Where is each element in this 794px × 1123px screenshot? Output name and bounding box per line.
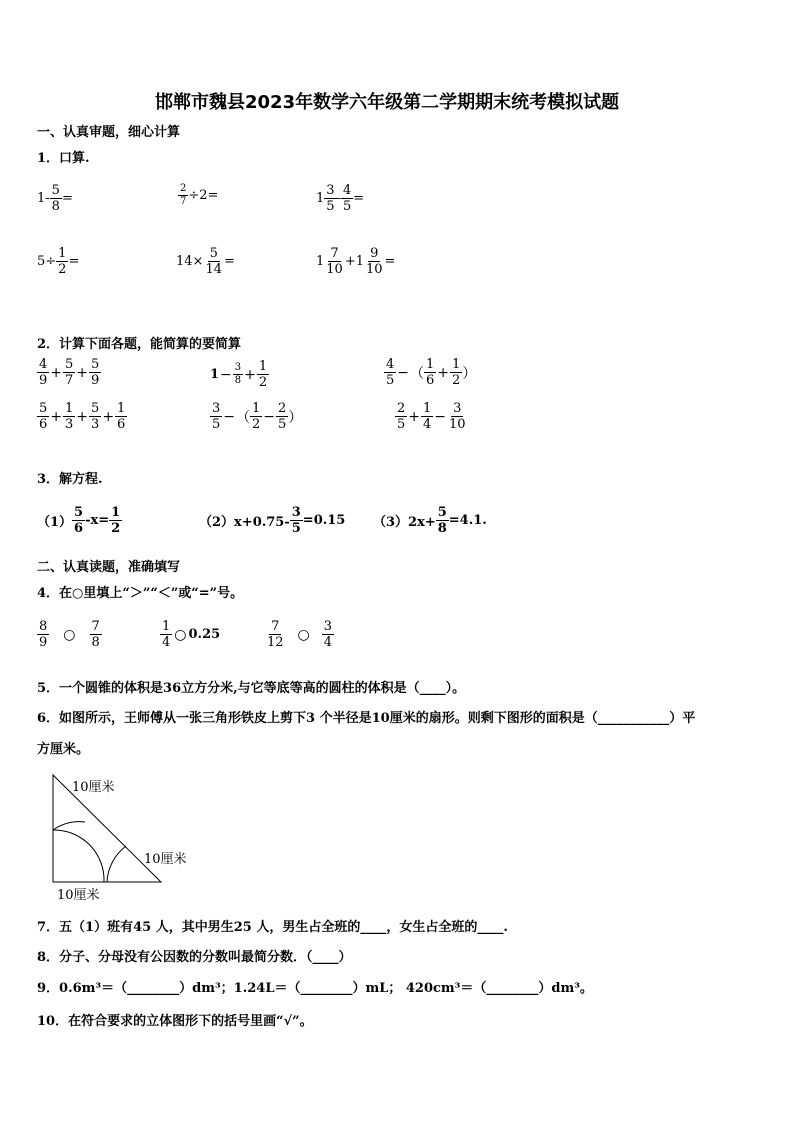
fraction xyxy=(257,359,269,390)
right-paren: ） xyxy=(288,409,303,426)
q4-compare-2 xyxy=(160,619,220,650)
denominator: 6 xyxy=(426,373,435,388)
fraction xyxy=(364,246,385,277)
question-3-label: 3．解方程. xyxy=(37,472,103,487)
fraction xyxy=(63,401,75,432)
fraction xyxy=(436,505,449,536)
minus-sign: − xyxy=(263,408,276,425)
fraction xyxy=(395,401,407,432)
q1-item-6 xyxy=(316,246,395,277)
denominator: 9 xyxy=(39,635,48,650)
numerator: 5 xyxy=(74,505,84,520)
denominator: 2 xyxy=(58,262,67,277)
question-9: 9．0.6m³＝（________）dm³；1.24L＝（________）mL； 420cm³＝（________）dm³。 xyxy=(37,981,593,996)
q1-item-3-operator: - xyxy=(336,191,341,206)
fraction xyxy=(324,246,345,277)
numerator: 3 xyxy=(323,619,333,634)
equation-1-middle: -x= xyxy=(85,513,110,528)
numerator: 1 xyxy=(65,401,74,416)
q1-item-6-suffix: = xyxy=(384,254,396,269)
numerator: 1 xyxy=(111,505,121,520)
q1-item-4 xyxy=(37,246,79,277)
question-6-line-1: 6．如图所示，王师傅从一张三角形铁皮上剪下3 个半径是10厘米的扇形。则剩下图形的面积是（___________）平 xyxy=(37,711,696,726)
plus-sign: + xyxy=(76,364,89,381)
q1-item-1-suffix: = xyxy=(61,191,73,206)
minus-sign: − xyxy=(220,366,232,383)
denominator: 3 xyxy=(65,417,74,432)
q1-item-5 xyxy=(176,246,235,277)
numerator: 2 xyxy=(278,401,287,416)
question-4-label: 4．在○里填上“＞”“＜”或“=”号。 xyxy=(37,586,244,601)
plus-sign: + xyxy=(50,408,63,425)
fraction xyxy=(63,357,75,388)
numerator: 7 xyxy=(271,619,280,634)
numerator: 2 xyxy=(397,401,406,416)
numerator: 4 xyxy=(342,183,352,198)
sector-arc-right xyxy=(107,846,126,882)
sector-arc-left xyxy=(53,830,104,882)
numerator: 1 xyxy=(117,401,126,416)
fraction xyxy=(160,619,172,650)
page-title: 邯郸市魏县2023年数学六年级第二学期期末统考模拟试题 xyxy=(155,92,620,113)
numerator: 7 xyxy=(330,246,339,261)
plus-sign: + xyxy=(50,364,63,381)
fraction xyxy=(384,357,396,388)
denominator: 5 xyxy=(326,199,335,214)
fraction xyxy=(203,246,224,277)
denominator: 8 xyxy=(51,199,60,214)
plus-sign: + xyxy=(437,364,450,381)
numerator: 5 xyxy=(91,401,100,416)
numerator: 1 xyxy=(252,401,261,416)
question-1-label: 1．口算. xyxy=(37,151,90,166)
equation-2-suffix: =0.15 xyxy=(302,513,346,528)
numerator: 1 xyxy=(426,357,435,372)
compare-circle[interactable]: ○ xyxy=(174,626,187,643)
denominator: 8 xyxy=(437,521,447,536)
numerator: 3 xyxy=(234,362,242,373)
numerator: 8 xyxy=(39,619,48,634)
fraction xyxy=(450,357,462,388)
denominator: 2 xyxy=(252,417,261,432)
denominator: 5 xyxy=(291,521,301,536)
q1-item-6-operator: +1 xyxy=(344,254,364,269)
q2-expr-3 xyxy=(384,357,476,388)
denominator: 2 xyxy=(258,375,268,390)
fraction xyxy=(37,619,49,650)
left-paren: （ xyxy=(236,409,251,426)
numerator: 3 xyxy=(291,505,301,520)
fraction xyxy=(178,183,188,208)
numerator: 7 xyxy=(91,619,100,634)
q3-equation-1 xyxy=(37,505,122,536)
denominator: 6 xyxy=(117,417,126,432)
q1-item-2 xyxy=(178,183,218,208)
triangle-figure xyxy=(40,770,210,902)
fraction xyxy=(37,401,49,432)
denominator: 8 xyxy=(91,635,100,650)
question-10: 10．在符合要求的立体图形下的括号里画“√”。 xyxy=(37,1014,313,1029)
q1-item-1-prefix: 1- xyxy=(37,191,50,206)
denominator: 6 xyxy=(39,417,48,432)
q2-expr-6 xyxy=(395,401,468,432)
q3-equation-2 xyxy=(199,505,345,536)
q2-expr-1 xyxy=(37,357,101,388)
numerator: 3 xyxy=(453,401,462,416)
sector-arc-top xyxy=(53,822,85,830)
numerator: 9 xyxy=(370,246,379,261)
numerator: 4 xyxy=(39,357,48,372)
denominator: 3 xyxy=(91,417,100,432)
figure-label-right: 10厘米 xyxy=(144,852,187,867)
equation-3-prefix: （3）2x+ xyxy=(373,515,436,530)
number-one: 1 xyxy=(210,367,220,382)
q1-item-3-suffix: = xyxy=(353,191,365,206)
q2-expr-4 xyxy=(37,401,127,432)
denominator: 5 xyxy=(397,417,406,432)
q1-item-1 xyxy=(37,183,73,214)
fraction xyxy=(115,401,127,432)
q1-item-2-suffix: ÷2= xyxy=(188,188,219,203)
fraction xyxy=(265,619,286,650)
right-paren: ） xyxy=(462,365,477,382)
numerator: 5 xyxy=(437,505,447,520)
fraction xyxy=(210,401,222,432)
q1-item-4-suffix: = xyxy=(68,254,80,269)
denominator: 5 xyxy=(212,417,221,432)
q1-item-5-suffix: = xyxy=(223,254,235,269)
plus-sign: + xyxy=(408,408,421,425)
fraction xyxy=(72,505,85,536)
plus-sign: + xyxy=(76,408,89,425)
fraction xyxy=(322,619,334,650)
denominator: 5 xyxy=(342,199,352,214)
question-2-label: 2．计算下面各题，能简算的要简算 xyxy=(37,337,242,352)
figure-label-top: 10厘米 xyxy=(72,780,115,795)
denominator: 12 xyxy=(267,635,284,650)
section-heading-2: 二、认真读题，准确填写 xyxy=(37,560,181,575)
question-5: 5．一个圆锥的体积是36立方分米,与它等底等高的圆柱的体积是（____）。 xyxy=(37,681,466,696)
q2-expr-5 xyxy=(210,401,302,432)
denominator: 2 xyxy=(452,373,461,388)
fraction xyxy=(233,362,243,387)
denominator: 10 xyxy=(449,417,466,432)
compare-value: 0.25 xyxy=(188,627,221,642)
q1-item-3 xyxy=(316,183,364,214)
denominator: 8 xyxy=(234,375,242,386)
fraction xyxy=(50,183,62,214)
q1-item-6-prefix: 1 xyxy=(316,254,325,269)
left-paren: （ xyxy=(410,365,425,382)
denominator: 14 xyxy=(205,262,222,277)
equation-1-prefix: （1） xyxy=(37,515,73,530)
denominator: 9 xyxy=(39,373,48,388)
numerator: 1 xyxy=(452,357,461,372)
numerator: 2 xyxy=(180,183,187,194)
denominator: 9 xyxy=(91,373,100,388)
fraction xyxy=(90,619,102,650)
denominator: 5 xyxy=(386,373,395,388)
numerator: 3 xyxy=(326,183,335,198)
denominator: 2 xyxy=(111,521,121,536)
fraction xyxy=(89,401,101,432)
numerator: 1 xyxy=(258,359,268,374)
q3-equation-3 xyxy=(373,505,487,536)
q2-expr-2 xyxy=(210,359,269,390)
fraction xyxy=(276,401,288,432)
equation-3-suffix: =4.1. xyxy=(448,513,487,528)
denominator: 5 xyxy=(278,417,287,432)
minus-sign: − xyxy=(223,408,236,425)
denominator: 7 xyxy=(65,373,74,388)
fraction xyxy=(424,357,436,388)
minus-sign: − xyxy=(434,408,447,425)
figure-label-bottom: 10厘米 xyxy=(57,888,100,903)
fraction xyxy=(56,246,68,277)
question-8: 8．分子、分母没有公因数的分数叫最简分数．（____） xyxy=(37,950,352,965)
plus-sign: + xyxy=(244,366,256,383)
fraction xyxy=(447,401,468,432)
denominator: 7 xyxy=(180,196,187,207)
numerator: 5 xyxy=(209,246,218,261)
numerator: 1 xyxy=(162,619,171,634)
denominator: 6 xyxy=(74,521,84,536)
denominator: 4 xyxy=(323,635,333,650)
compare-circle[interactable]: ○ xyxy=(63,626,76,643)
denominator: 10 xyxy=(366,262,383,277)
section-heading-1: 一、认真审题，细心计算 xyxy=(37,125,181,140)
q1-item-4-prefix: 5÷ xyxy=(37,254,57,269)
plus-sign: + xyxy=(102,408,115,425)
q1-item-5-prefix: 14× xyxy=(176,254,204,269)
numerator: 5 xyxy=(65,357,74,372)
compare-circle[interactable]: ○ xyxy=(297,626,310,643)
q1-item-3-prefix: 1 xyxy=(316,191,325,206)
q4-compare-3 xyxy=(265,619,334,650)
numerator: 4 xyxy=(386,357,395,372)
numerator: 1 xyxy=(58,246,67,261)
denominator: 10 xyxy=(326,262,343,277)
fraction xyxy=(109,505,122,536)
fraction xyxy=(421,401,433,432)
numerator: 5 xyxy=(39,401,48,416)
minus-sign: − xyxy=(397,364,410,381)
fraction xyxy=(89,357,101,388)
numerator: 3 xyxy=(212,401,221,416)
fraction xyxy=(290,505,303,536)
fraction xyxy=(341,183,353,214)
fraction xyxy=(37,357,49,388)
denominator: 4 xyxy=(162,635,171,650)
question-7: 7．五（1）班有45 人，其中男生25 人，男生占全班的____，女生占全班的____. xyxy=(37,920,508,935)
q4-compare-1 xyxy=(37,619,102,650)
numerator: 1 xyxy=(423,401,432,416)
fraction xyxy=(324,183,336,214)
equation-2-prefix: （2）x+0.75- xyxy=(199,515,290,530)
numerator: 5 xyxy=(51,183,60,198)
numerator: 5 xyxy=(91,357,100,372)
question-6-line-2: 方厘米。 xyxy=(37,742,90,757)
fraction xyxy=(250,401,262,432)
denominator: 4 xyxy=(423,417,432,432)
